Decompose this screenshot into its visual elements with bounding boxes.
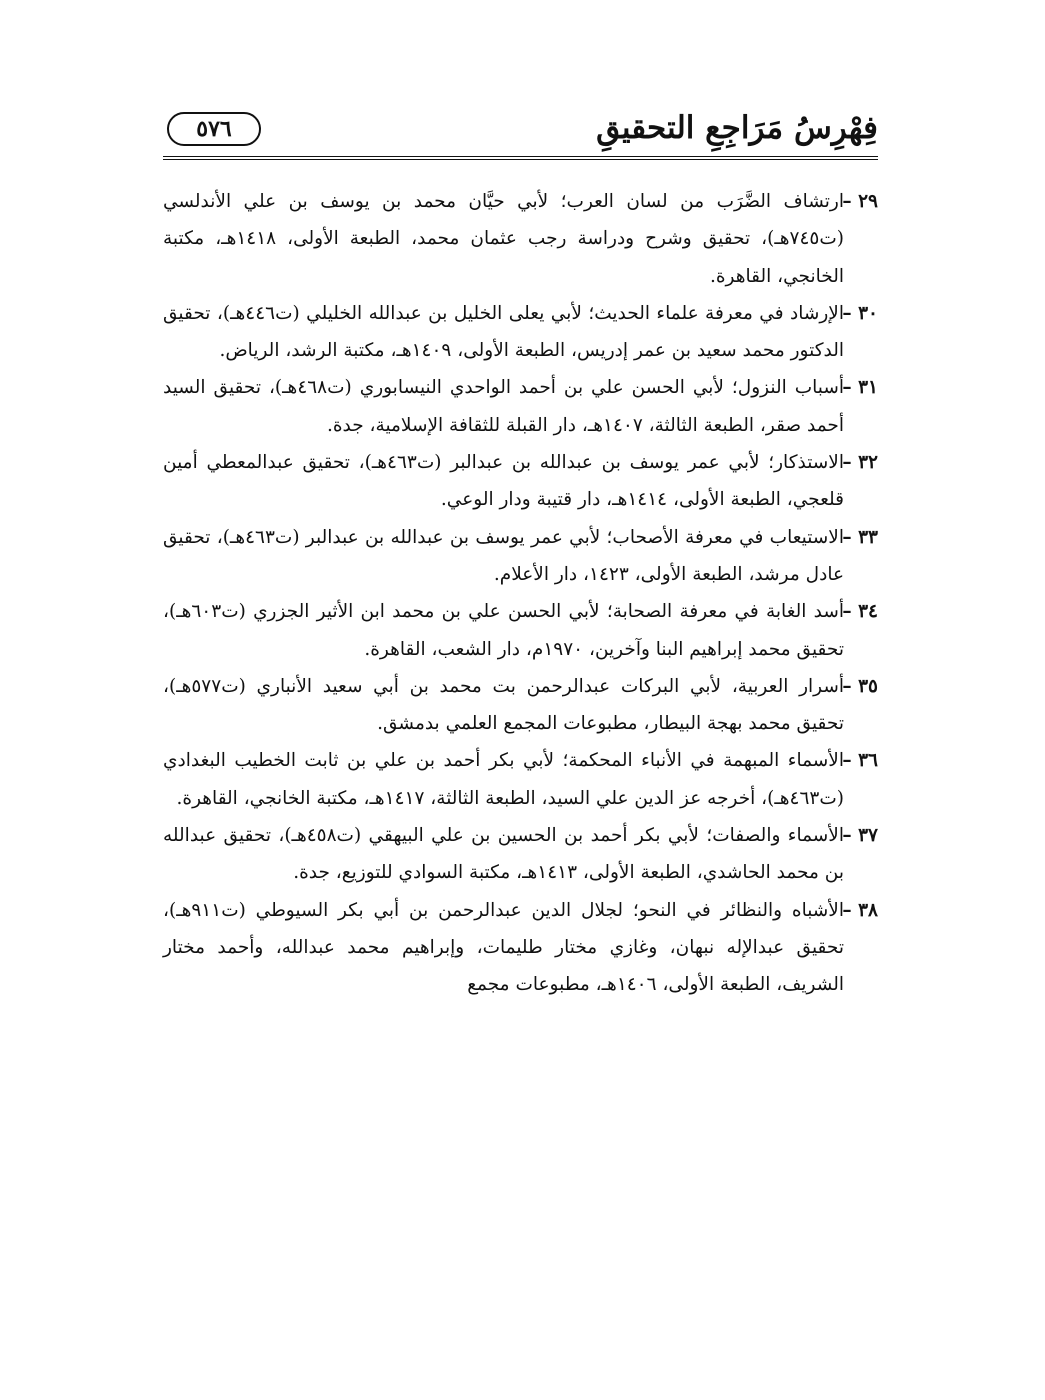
entry-text: أسباب النزول؛ لأبي الحسن علي بن أحمد الواحدي النيسابوري (ت٤٦٨هـ)، تحقيق السيد أحمد صقر، الطبعة الثالثة، ١٤٠٧هـ، دار القبلة للثقافة الإسلامية، جدة. — [163, 377, 844, 436]
entry-text: أسرار العربية، لأبي البركات عبدالرحمن بت محمد بن أبي سعيد الأنباري (ت٥٧٧هـ)، تحقيق محمد بهجة البيطار، مطبوعات المجمع العلمي بدمشق. — [163, 675, 844, 735]
entry-text: الاستذكار؛ لأبي عمر يوسف بن عبدالله بن عبدالبر (ت٤٦٣هـ)، تحقيق عبدالمعطي أمين قلعجي، الطبعة الأولى، ١٤١٤هـ، دار قتيبة ودار الوعي. — [163, 452, 844, 511]
entry-text: ارتشاف الضَّرَب من لسان العرب؛ لأبي حيَّان محمد بن يوسف بن علي الأندلسي (ت٧٤٥هـ)، تحقيق وشرح ودراسة رجب عثمان محمد، الطبعة الأولى، ١٤١٨هـ، مكتبة الخانجي، القاهرة. — [163, 191, 844, 287]
entry-number: ٢٩ – — [842, 191, 878, 212]
page-header — [163, 100, 878, 156]
entry-text: الأشباه والنظائر في النحو؛ لجلال الدين عبدالرحمن بن أبي بكر السيوطي (ت٩١١هـ)، تحقيق عبدالإله نبهان، وغازي مختار طليمات، وإبراهيم محمد عبدالله، وأحمد مختار الشريف، الطبعة الأولى، ١٤٠٦هـ، مطبوعات مجمع — [163, 899, 844, 996]
entry-number: ٣٦ – — [842, 750, 878, 772]
reference-entry-31 — [163, 369, 878, 444]
entry-number: ٣٤ – — [842, 601, 878, 623]
header-rule — [163, 156, 878, 160]
reference-entry-29 — [163, 183, 878, 295]
reference-entry-37 — [163, 817, 878, 892]
reference-entry-36 — [163, 742, 878, 817]
entry-number: ٣٧ – — [842, 825, 878, 847]
reference-entry-32 — [163, 444, 878, 519]
reference-entry-34 — [163, 593, 878, 668]
page-title: فِهْرِسُ مَرَاجِعِ التحقيقِ — [596, 110, 878, 146]
entry-text: الأسماء والصفات؛ لأبي بكر أحمد بن الحسين بن علي البيهقي (ت٤٥٨هـ)، تحقيق عبدالله بن محمد الحاشدي، الطبعة الأولى، ١٤١٣هـ، مكتبة السوادي للتوزيع، جدة. — [163, 825, 844, 884]
reference-entry-33 — [163, 519, 878, 594]
entry-number: ٣٥ – — [842, 675, 878, 697]
entry-text: أسد الغابة في معرفة الصحابة؛ لأبي الحسن علي بن محمد ابن الأثير الجزري (ت٦٠٣هـ)، تحقيق محمد إبراهيم البنا وآخرين، ١٩٧٠م، دار الشعب، القاهرة. — [163, 601, 844, 660]
entry-text: الاستيعاب في معرفة الأصحاب؛ لأبي عمر يوسف بن عبدالله بن عبدالبر (ت٤٦٣هـ)، تحقيق عادل مرشد، الطبعة الأولى، ١٤٢٣، دار الأعلام. — [163, 526, 844, 585]
entry-number: ٣٣ – — [842, 526, 878, 548]
entry-text: الإرشاد في معرفة علماء الحديث؛ لأبي يعلى الخليل بن عبدالله الخليلي (ت٤٤٦هـ)، تحقيق الدكتور محمد سعيد بن عمر إدريس، الطبعة الأولى، ١٤٠٩هـ، مكتبة الرشد، الرياض. — [163, 302, 844, 362]
entry-number: ٣١ – — [842, 377, 878, 399]
page-number-badge: ٥٧٦ — [167, 112, 261, 146]
entry-text: الأسماء المبهمة في الأنباء المحكمة؛ لأبي بكر أحمد بن علي بن ثابت الخطيب البغدادي (ت٤٦٣هـ)، أخرجه عز الدين علي السيد، الطبعة الثالثة، ١٤١٧هـ، مكتبة الخانجي، القاهرة. — [163, 750, 844, 809]
reference-entry-30 — [163, 295, 878, 370]
entry-number: ٣٠ – — [842, 302, 878, 324]
entry-number: ٣٢ – — [842, 452, 878, 474]
entry-number: ٣٨ – — [842, 899, 878, 921]
reference-list — [163, 183, 878, 1004]
reference-entry-35 — [163, 668, 878, 743]
reference-entry-38 — [163, 892, 878, 1004]
